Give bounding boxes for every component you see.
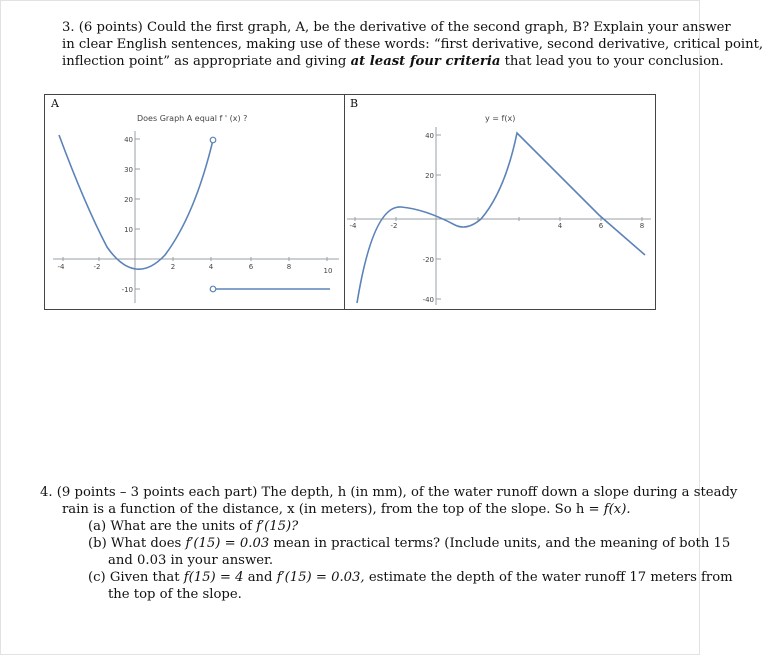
graph-a-ytick: 40: [124, 136, 133, 144]
q3-line-3-end: that lead you to your conclusion.: [504, 54, 724, 69]
q4-part-c-mid: and: [243, 570, 277, 585]
q4-part-a-math: f′(15)?: [256, 519, 299, 534]
q3-line-3-start: inflection point” as appropriate and giving: [62, 54, 347, 69]
q4-line-1: 4. (9 points – 3 points each part) The depth, h (in mm), of the water runoff down a slope during a steady: [40, 485, 738, 500]
graph-b-xtick: -4: [349, 222, 357, 230]
q4-part-c-math-1: f(15) = 4: [183, 570, 244, 585]
graph-a-xtick: -2: [93, 263, 101, 271]
graph-b-ytick: 20: [425, 172, 434, 180]
q3-line-1: 3. (6 points) Could the first graph, A, be the derivative of the second graph, B? Explain your answer: [62, 20, 731, 35]
q4-part-b-suffix: mean in practical terms? (Include units, and the meaning of both 15: [269, 536, 731, 551]
q4-part-a-text: (a) What are the units of: [88, 519, 257, 534]
graph-b-xtick: -2: [390, 222, 398, 230]
graph-a-ytick: 10: [124, 226, 133, 234]
graph-a: [45, 95, 344, 309]
q4-part-c-line-2: the top of the slope.: [108, 587, 242, 602]
graph-a-xtick: 10: [323, 267, 333, 275]
q4-part-a: [88, 518, 298, 536]
q4-part-b: [88, 535, 730, 553]
graph-a-ytick: -10: [121, 286, 133, 294]
graph-a-xtick: 4: [208, 263, 214, 271]
graph-a-xtick: -4: [57, 263, 65, 271]
q4-line-2: [62, 501, 631, 519]
q4-line-2-math: f(x).: [603, 502, 631, 517]
graph-b-title: y = f(x): [485, 114, 516, 123]
graph-a-ytick: 30: [124, 166, 133, 174]
graph-b-label: B: [350, 97, 359, 110]
q3-line-3: [62, 53, 724, 70]
graph-a-xtick: 2: [170, 263, 176, 271]
q4-part-b-line-2: and 0.03 in your answer.: [108, 553, 274, 568]
q4-part-c: [88, 569, 733, 587]
graph-a-open-point-bottom: [210, 286, 216, 292]
q4-part-c-suffix: estimate the depth of the water runoff 17 meters from: [364, 570, 733, 585]
q4-part-c-math-2: f′(15) = 0.03,: [276, 570, 365, 585]
graph-a-curve: [59, 135, 213, 269]
q3-line-2: in clear English sentences, making use of these words: “first derivative, second derivative, critical point,: [62, 37, 763, 52]
graphs-figure: [44, 94, 656, 310]
graph-b-ytick: -20: [422, 256, 434, 264]
graph-a-xtick: 6: [248, 263, 254, 271]
q4-part-b-math: f′(15) = 0.03: [185, 536, 270, 551]
graph-a-ytick: 20: [124, 196, 133, 204]
graph-a-xtick: 8: [286, 263, 292, 271]
q3-emphasis: at least four criteria: [350, 54, 501, 69]
graph-b-xtick: 6: [598, 222, 604, 230]
graph-b-ytick: 40: [425, 132, 434, 140]
graph-b-xtick: 8: [639, 222, 645, 230]
q4-part-c-text: (c) Given that: [88, 570, 184, 585]
graph-b-xtick: 4: [557, 222, 563, 230]
graph-a-open-point-top: [210, 137, 216, 143]
graph-b: [345, 95, 655, 309]
graph-b-curve: [357, 133, 645, 303]
graph-a-title: Does Graph A equal f ' (x) ?: [137, 114, 248, 123]
graph-b-ytick: -40: [422, 296, 434, 304]
q4-line-2-text: rain is a function of the distance, x (in meters), from the top of the slope. So h =: [62, 502, 604, 517]
q4-part-b-text: (b) What does: [88, 536, 186, 551]
graph-a-label: A: [51, 97, 59, 110]
